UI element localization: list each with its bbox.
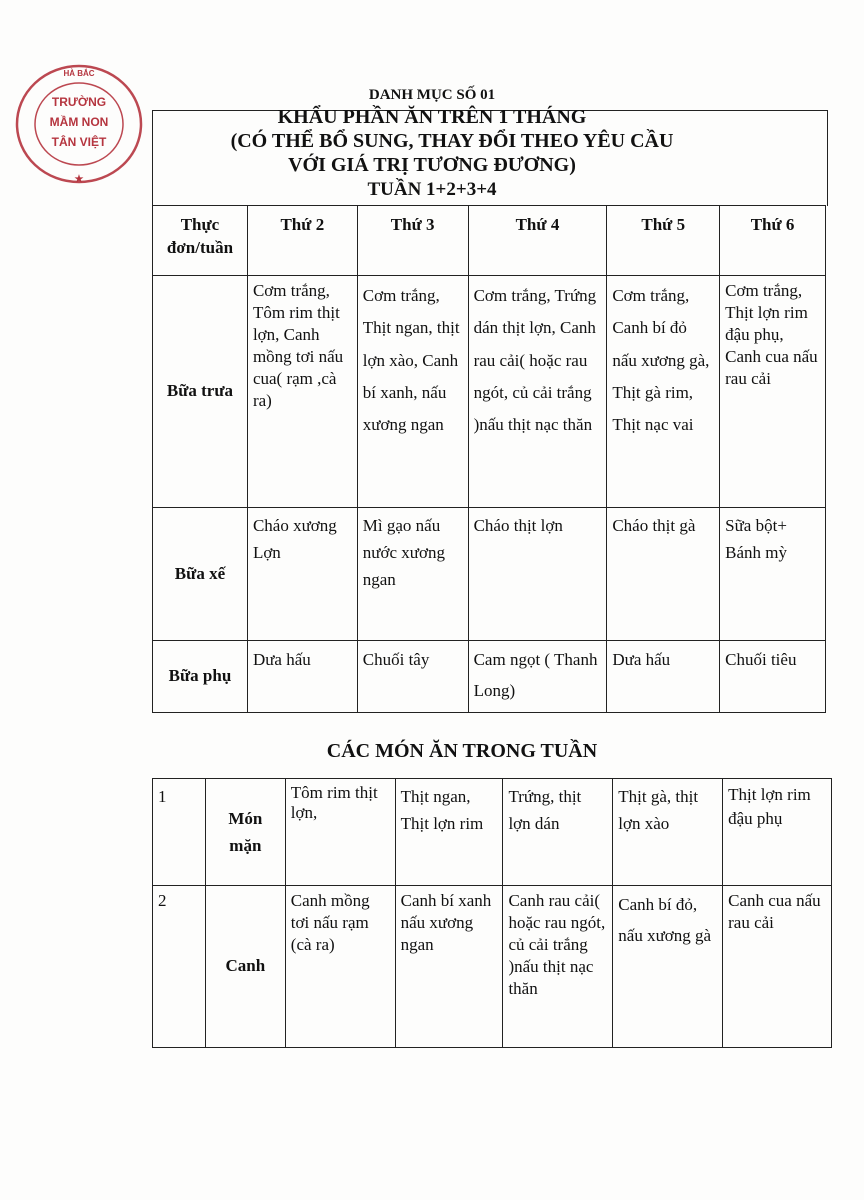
stamp-line-3: TÂN VIỆT	[51, 135, 107, 149]
table-cell: Cháo xương Lợn	[247, 508, 357, 641]
table-cell: Cháo thịt lợn	[468, 508, 607, 641]
doc-title: KHẨU PHẦN ĂN TRÊN 1 THÁNG	[277, 106, 587, 128]
stamp-line-2: MẦM NON	[49, 115, 109, 129]
table-row	[153, 508, 826, 641]
row-number: 1	[153, 779, 206, 886]
table-cell: Chuối tây	[357, 641, 468, 713]
menu-header-row	[153, 206, 826, 276]
table-cell: Dưa hấu	[247, 641, 357, 713]
table-cell: Dưa hấu	[607, 641, 720, 713]
table-cell: Cam ngọt ( Thanh Long)	[468, 641, 607, 713]
col-header: Thứ 4	[468, 206, 607, 276]
row-label: Bữa xế	[153, 508, 248, 641]
table-row	[153, 276, 826, 508]
table-cell: Cơm trắng, Thịt ngan, thịt lợn xào, Canh bí xanh, nấu xương ngan	[357, 276, 468, 508]
table-cell: Trứng, thịt lợn dán	[503, 779, 613, 886]
table-cell: Canh rau cải( hoặc rau ngót, củ cải trắng )nấu thịt nạc thăn	[503, 886, 613, 1048]
svg-text:★: ★	[74, 174, 84, 185]
table-cell: Cơm trắng, Tôm rim thịt lợn, Canh mồng tơi nấu cua( rạm ,cà ra)	[247, 276, 357, 508]
col-header: Thứ 6	[720, 206, 826, 276]
table-row	[153, 886, 832, 1048]
table-cell: Cơm trắng, Canh bí đỏ nấu xương gà, Thịt gà rim, Thịt nạc vai	[607, 276, 720, 508]
table-cell: Cơm trắng, Thịt lợn rim đậu phụ, Canh cua nấu rau cải	[720, 276, 826, 508]
col-header: Thứ 5	[607, 206, 720, 276]
table-cell: Canh bí đỏ, nấu xương gà	[613, 886, 723, 1048]
table-cell: Cơm trắng, Trứng dán thịt lợn, Canh rau cải( hoặc rau ngót, củ cải trắng )nấu thịt nạc thăn	[468, 276, 607, 508]
table-cell: Mì gạo nấu nước xương ngan	[357, 508, 468, 641]
table-cell: Sữa bột+ Bánh mỳ	[720, 508, 826, 641]
row-label: Bữa trưa	[153, 276, 248, 508]
week-label: TUẦN 1+2+3+4	[367, 179, 497, 200]
doc-subtitle-2: VỚI GIÁ TRỊ TƯƠNG ĐƯƠNG)	[288, 154, 576, 176]
table-row	[153, 779, 832, 886]
table-cell: Cháo thịt gà	[607, 508, 720, 641]
list-number: DANH MỤC SỐ 01	[368, 87, 496, 103]
row-label: Canh	[205, 886, 285, 1048]
row-number: 2	[153, 886, 206, 1048]
table-cell: Thịt gà, thịt lợn xào	[613, 779, 723, 886]
table-cell: Canh bí xanh nấu xương ngan	[395, 886, 503, 1048]
table-cell: Chuối tiêu	[720, 641, 826, 713]
table-row	[153, 641, 826, 713]
dishes-title: CÁC MÓN ĂN TRONG TUẦN	[326, 740, 598, 762]
col-header: Thứ 2	[247, 206, 357, 276]
table-cell: Tôm rim thịt lợn,	[285, 779, 395, 886]
stamp-line-1: TRƯỜNG	[51, 95, 107, 109]
col-header: Thực đơn/tuần	[153, 206, 248, 276]
table-cell: Thịt ngan, Thịt lợn rim	[395, 779, 503, 886]
table-cell: Canh mồng tơi nấu rạm (cà ra)	[285, 886, 395, 1048]
col-header: Thứ 3	[357, 206, 468, 276]
table-cell: Thịt lợn rim đậu phụ	[723, 779, 832, 886]
menu-table	[152, 205, 826, 713]
row-label: Món mặn	[205, 779, 285, 886]
dishes-table	[152, 778, 832, 1048]
row-label: Bữa phụ	[153, 641, 248, 713]
svg-text:HÀ BẮC: HÀ BẮC	[63, 69, 95, 78]
table-cell: Canh cua nấu rau cải	[723, 886, 832, 1048]
doc-subtitle-1: (CÓ THỂ BỔ SUNG, THAY ĐỔI THEO YÊU CẦU	[230, 130, 674, 152]
school-stamp	[14, 62, 144, 186]
